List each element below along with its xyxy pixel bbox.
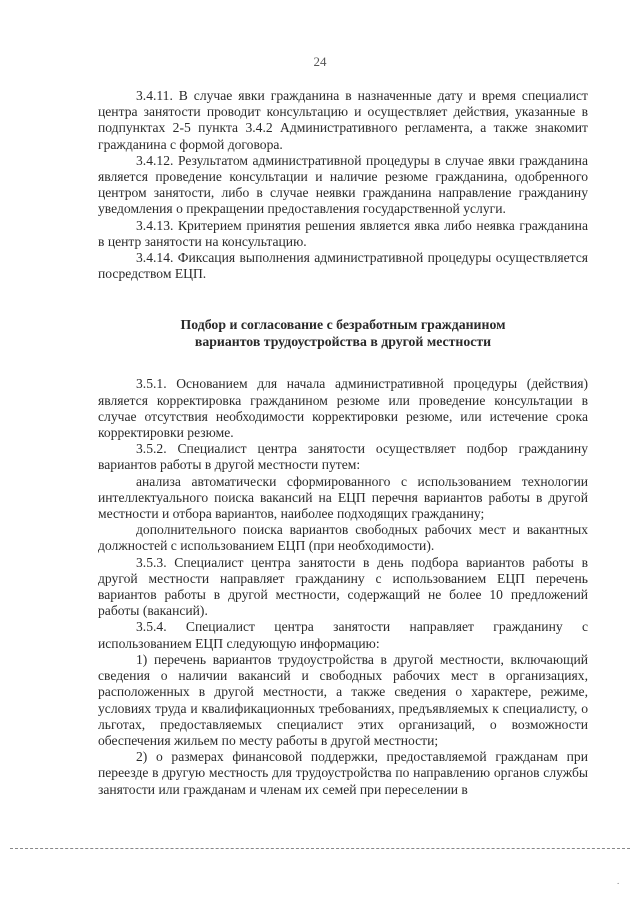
paragraph-3-5-4-item-1: 1) перечень вариантов трудоустройства в другой местности, включающий сведения о наличии вакансий и свободных рабочих мест в организациях, расположенных в другой местности, а также сведения о характере, режиме, условиях труда и квалификационных требованиях, предъявляемых к специалисту, о льготах, предоставляемых специалист этих организаций, о возможности обеспечения жильем по месту работы в другой местности; (98, 651, 588, 748)
paragraph-3-5-3: 3.5.3. Специалист центра занятости в день подбора вариантов работы в другой местности направляет гражданину с использованием ЕЦП перечень вариантов работы в другой местности, содержащий не более 10 предложений работы (вакансий). (98, 554, 588, 619)
paragraph-3-5-4: 3.5.4. Специалист центра занятости направляет гражданину с использованием ЕЦП следующую информацию: (98, 619, 588, 651)
section-heading-line-2: вариантов трудоустройства в другой местности (194, 334, 492, 350)
paragraph-3-5-1: 3.5.1. Основанием для начала административной процедуры (действия) является корректировка гражданином резюме или проведение консультации в случае отсутствия необходимости корректировки резюме, или истечение срока корректировки резюме. (98, 376, 588, 441)
paragraph-3-4-11: 3.4.11. В случае явки гражданина в назначенные дату и время специалист центра занятости проводит консультацию и осуществляет действия, указанные в подпунктах 2-5 пункта 3.4.2 Административного регламента, а также знакомит гражданина с формой договора. (98, 88, 588, 152)
paragraph-3-5-2: 3.5.2. Специалист центра занятости осуществляет подбор гражданину вариантов работы в другой местности путем: (98, 441, 588, 473)
page-bottom-rule (10, 848, 630, 849)
corner-mark: . (617, 876, 620, 886)
paragraph-3-4-12: 3.4.12. Результатом административной процедуры в случае явки гражданина является проведение консультации и наличие резюме гражданина, одобренного центром занятости, либо в случае неявки гражданина направление гражданину уведомления о прекращении предоставления государственной услуги. (98, 152, 588, 217)
paragraph-3-4-13: 3.4.13. Критерием принятия решения является явка либо неявка гражданина в центр занятости на консультацию. (98, 217, 588, 249)
page-number: 24 (313, 54, 327, 69)
paragraph-3-5-2-item-2: дополнительного поиска вариантов свободных рабочих мест и вакантных должностей с использованием ЕЦП (при необходимости). (98, 522, 588, 554)
section-heading (98, 316, 588, 350)
paragraph-3-5-2-item-1: анализа автоматически сформированного с использованием технологии интеллектуального поиска вакансий на ЕЦП перечня вариантов работы в другой местности и отбора вариантов, наиболее подходящих гражданину; (98, 473, 588, 522)
document-body (98, 88, 588, 798)
paragraph-3-4-14: 3.4.14. Фиксация выполнения административной процедуры осуществляется посредством ЕЦП. (98, 250, 588, 282)
section-heading-line-1: Подбор и согласование с безработным гражданином (180, 317, 506, 333)
paragraph-3-5-4-item-2: 2) о размерах финансовой поддержки, предоставляемой гражданам при переезде в другую местность для трудоустройства по направлению органов службы занятости или гражданам и членам их семей при переселении в (98, 749, 588, 797)
